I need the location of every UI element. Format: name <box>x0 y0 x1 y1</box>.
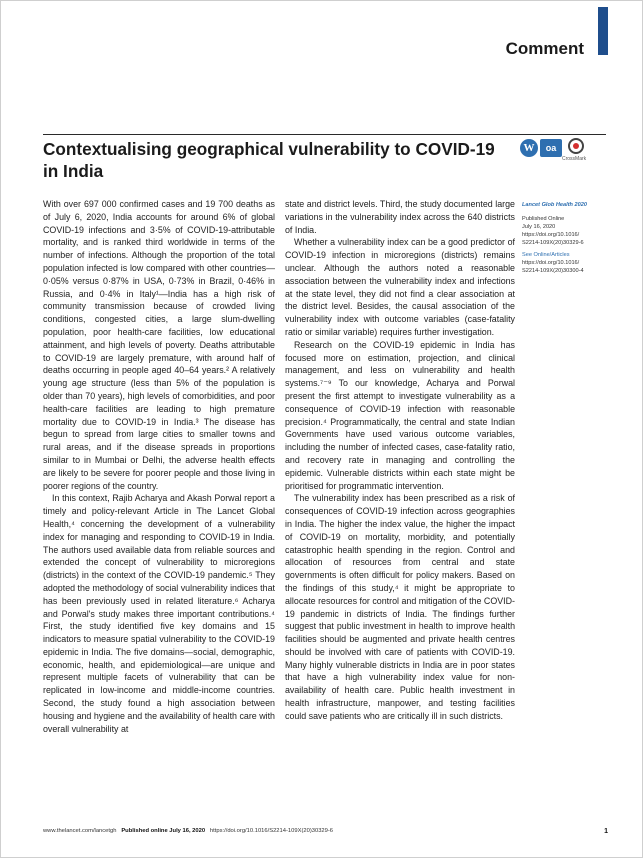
footer-published: Published online July 16, 2020 <box>121 828 206 834</box>
sidebar-metadata <box>522 201 604 275</box>
paragraph: Research on the COVID-19 epidemic in India has focused more on estimation, projection, and clinical management, and less on vulnerability and health systems.⁷⁻⁹ To our knowledge, Acharya and Porwal present the first attempt to investigate vulnerability as a consequence of COVID-19 infection with reasonable precision.⁴ Programmatically, the central and state Indian Governments have used various outcome variables, including the number of infected cases, case-fatality ratio, and recovery rate in managing and controlling the epidemic. Vulnerable districts within each state might be prioritised for programmatic intervention. <box>285 339 515 491</box>
article-title: Contextualising geographical vulnerability to COVID-19 in India <box>43 139 495 181</box>
published-label: Published Online <box>522 216 565 222</box>
w-logo-icon: W <box>520 139 538 157</box>
crossmark-dot <box>573 143 579 149</box>
doi-link-cont[interactable]: S2214-109X(20)30329-6 <box>522 240 584 246</box>
text-column-left <box>43 198 275 735</box>
crossmark-label: CrossMark <box>562 156 587 162</box>
paragraph: In this context, Rajib Acharya and Akash Porwal report a timely and policy-relevant Article in The Lancet Global Health,⁴ concerning the development of a vulnerability index for managing and responding to COVID-19 in India. The authors used available data from reliable sources and extended the concept of vulnerability to microregions (districts) in the context of the COVID-19 pandemic.⁵ They adopted the methodology of social vulnerability indices that has been previously used in related literature.⁶ Acharya and Porwal's study makes three important contributions.⁴ First, the study identified five key domains and 15 indicators to measure spatial vulnerability to the COVID-19 epidemic in India. The five domains—social, demographic, economic, health, and epidemiological—are unique and represent multiple facets of vulnerability that can be replicated in low-income and middle-income countries. Second, the study found a high association between housing and hygiene and the availability of health care with overall vulnerability at <box>43 493 275 734</box>
text-column-right <box>285 198 515 723</box>
doi-link[interactable]: https://doi.org/10.1016/ <box>522 232 580 238</box>
footer-doi-link[interactable]: https://doi.org/10.1016/S2214-109X(20)30329-6 <box>209 828 334 834</box>
see-also-label[interactable]: See Online/Articles <box>522 252 570 258</box>
page-number: 1 <box>604 828 608 835</box>
paragraph: With over 697 000 confirmed cases and 19 700 deaths as of July 6, 2020, India accounts for around 6% of global COVID-19 infections and 3·5% of COVID-19-attributable mortality, and is ranked third worldwide in terms of the number of infections. Although the proportion of the total population infected is low compared with other countries—0·05% versus 0·87% in USA, 0·73% in Brazil, 0·46% in Russia, and 0·4% in Italy¹—India has a high risk of community transmission because of crowded living conditions, congested cities, a large slum-dwelling population, poor health-care facilities, low educational attainment, and high levels of poverty. Deaths attributable to COVID-19 are largely premature, with around half of deaths occurring in people aged 40–64 years.² A relatively young age structure (less than 5% of the population is older than 70 years), high levels of comorbidities, and poor health-care facilities are leading to high premature mortality due to COVID-19 in India.³ The disease has begun to spread from large cities to smaller towns and rural areas, and if the disease spreads in proportions similar to in Mumbai or Delhi, the adverse health effects are likely to be severe for poorer people and those living in poorer regions of the country. <box>43 199 275 491</box>
section-color-bar <box>598 7 608 55</box>
see-also-doi-link-cont[interactable]: S2214-109X(20)30300-4 <box>522 268 584 274</box>
title-rule <box>43 134 606 135</box>
crossmark-icon[interactable] <box>568 138 584 154</box>
footer-site-link[interactable]: www.thelancet.com/lancetgh <box>43 828 117 834</box>
footer-info <box>43 828 333 834</box>
open-access-icon: oa <box>540 139 562 157</box>
see-also-doi-link[interactable]: https://doi.org/10.1016/ <box>522 260 580 266</box>
article-badges <box>520 139 600 169</box>
paragraph: Whether a vulnerability index can be a good predictor of COVID-19 infection in microregions (districts) remains unclear. Although the authors noted a reasonable association between the vulnerability index and infections at the state level, they did not find a clear association at the district level. Besides, the causal association of the vulnerability index with outcome variables (case-fatality ratio or similar variable) requires further investigation. <box>285 237 515 337</box>
journal-citation: Lancet Glob Health 2020 <box>522 202 587 208</box>
published-date: July 16, 2020 <box>522 224 556 230</box>
paragraph: state and district levels. Third, the study documented large variations in the vulnerability index across the 640 districts of India. <box>285 199 515 235</box>
paragraph: The vulnerability index has been prescribed as a risk of consequences of COVID-19 infection across geographies in India. The higher the index value, the higher the impact of COVID-19 on mortality, morbidity, and potentially catastrophic health spending in the region. Control and allocation of resources from central and state governments is often difficult for policy makers. Based on the findings of this study,⁴ it might be appropriate to allocate resources for control and mitigation of the COVID-19 pandemic in districts of India. The findings further suggest that public investment in health to improve health facilities should be augmented and private health centres should be involved with care of patients with COVID-19. Many highly vulnerable districts in India are in poor states that have a high vulnerability index value for non-availability of health care. Public health investment in health infrastructure, manpower, and testing facilities could save patients who are critically ill in such districts. <box>285 493 515 721</box>
section-label: Comment <box>505 39 584 58</box>
